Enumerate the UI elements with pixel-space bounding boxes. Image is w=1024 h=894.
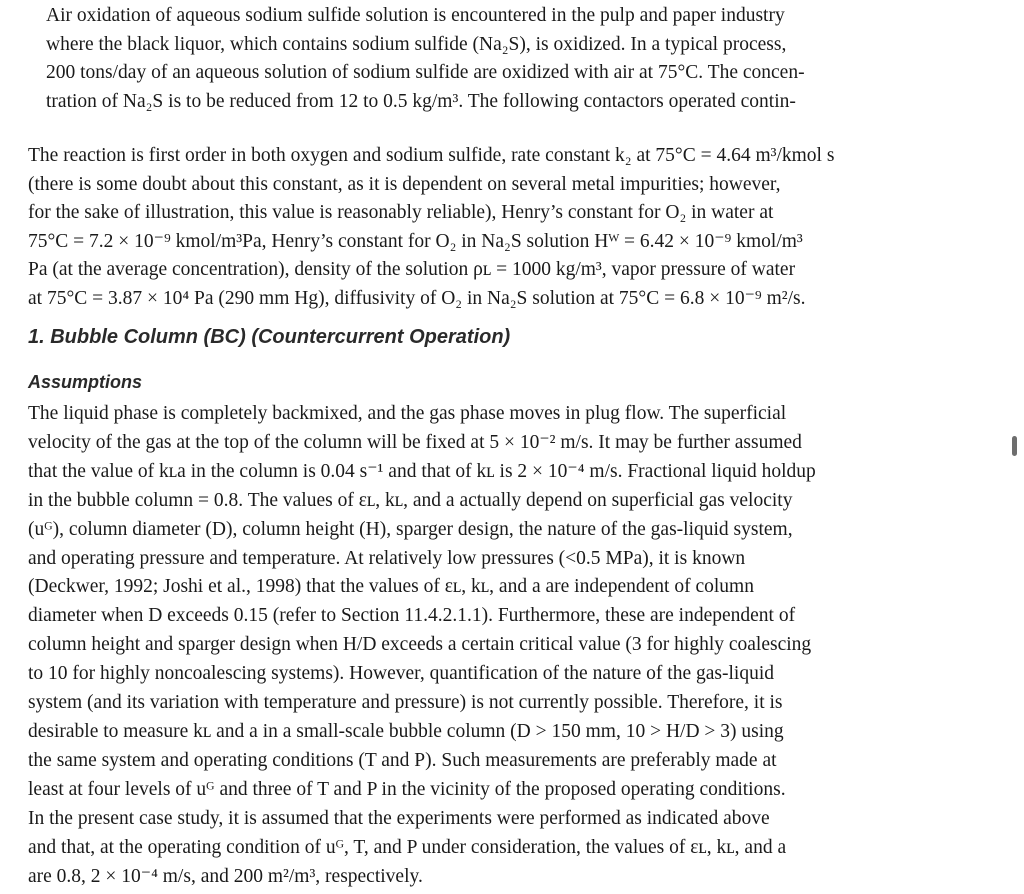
text-line: The reaction is first order in both oxygen and sodium sulfide, rate constant k₂ at 75°C = 4.64 m³/kmol s [28, 145, 835, 166]
text-line: column height and sparger design when H/D exceeds a certain critical value (3 for highly coalescing [28, 634, 812, 656]
text-line: Pa (at the average concentration), density of the solution ρʟ = 1000 kg/m³, vapor pressure of water [28, 259, 796, 280]
text-line: tration of Na₂S is to be reduced from 12 to 0.5 kg/m³. The following contactors operated contin- [46, 90, 796, 112]
text-line: (there is some doubt about this constant, as it is dependent on several metal impurities; however, [28, 173, 781, 195]
text-line: at 75°C = 3.87 × 10⁴ Pa (290 mm Hg), diffusivity of O₂ in Na₂S solution at 75°C = 6.8 × 10⁻⁹ m²/s. [28, 287, 806, 309]
text-line: The liquid phase is completely backmixed, and the gas phase moves in plug flow. The superficial [28, 403, 787, 424]
text-line: 75°C = 7.2 × 10⁻⁹ kmol/m³Pa, Henry’s constant for O₂ in Na₂S solution Hᵂ = 6.42 × 10⁻⁹ kmol/m³ [28, 230, 803, 252]
text-line: and operating pressure and temperature. At relatively low pressures (<0.5 MPa), it is known [28, 547, 746, 569]
text-line: system (and its variation with temperature and pressure) is not currently possible. Therefore, it is [28, 692, 783, 714]
text-line: least at four levels of uᴳ and three of T and P in the vicinity of the proposed operating conditions. [28, 778, 786, 800]
text-line: the same system and operating conditions (T and P). Such measurements are preferably made at [28, 749, 777, 771]
text-line: that the value of kʟa in the column is 0.04 s⁻¹ and that of kʟ is 2 × 10⁻⁴ m/s. Fractional liquid holdup [28, 460, 816, 482]
text-line: (uᴳ), column diameter (D), column height (H), sparger design, the nature of the gas-liquid system, [28, 518, 793, 540]
text-line: Air oxidation of aqueous sodium sulfide solution is encountered in the pulp and paper industry [46, 5, 785, 26]
text-line: where the black liquor, which contains sodium sulfide (Na₂S), is oxidized. In a typical process, [46, 33, 787, 55]
text-line: 200 tons/day of an aqueous solution of sodium sulfide are oxidized with air at 75°C. The concen- [46, 62, 805, 83]
assumptions-paragraph [28, 400, 972, 891]
text-line: velocity of the gas at the top of the column will be fixed at 5 × 10⁻² m/s. It may be further assumed [28, 431, 802, 453]
scrollbar-thumb[interactable] [1012, 436, 1017, 456]
text-line: to 10 for highly noncoalescing systems). However, quantification of the nature of the gas-liquid [28, 663, 774, 685]
text-line: desirable to measure kʟ and a in a small-scale bubble column (D > 150 mm, 10 > H/D > 3) using [28, 720, 784, 742]
intro-paragraph [46, 2, 972, 116]
subsection-heading: Assumptions [28, 372, 143, 392]
reaction-data-paragraph [28, 142, 972, 313]
text-line: in the bubble column = 0.8. The values of εʟ, kʟ, and a actually depend on superficial gas velocity [28, 489, 793, 511]
text-line: and that, at the operating condition of uᴳ, T, and P under consideration, the values of εʟ, kʟ, and a [28, 836, 787, 858]
text-line: (Deckwer, 1992; Joshi et al., 1998) that the values of εʟ, kʟ, and a are independent of column [28, 576, 754, 598]
text-line: are 0.8, 2 × 10⁻⁴ m/s, and 200 m²/m³, respectively. [28, 865, 423, 887]
section-heading: 1. Bubble Column (BC) (Countercurrent Operation) [28, 326, 511, 348]
text-line: for the sake of illustration, this value is reasonably reliable), Henry’s constant for O₂ in water at [28, 202, 774, 223]
text-line: diameter when D exceeds 0.15 (refer to Section 11.4.2.1.1). Furthermore, these are independent of [28, 605, 796, 627]
text-line: In the present case study, it is assumed that the experiments were performed as indicated above [28, 807, 770, 829]
